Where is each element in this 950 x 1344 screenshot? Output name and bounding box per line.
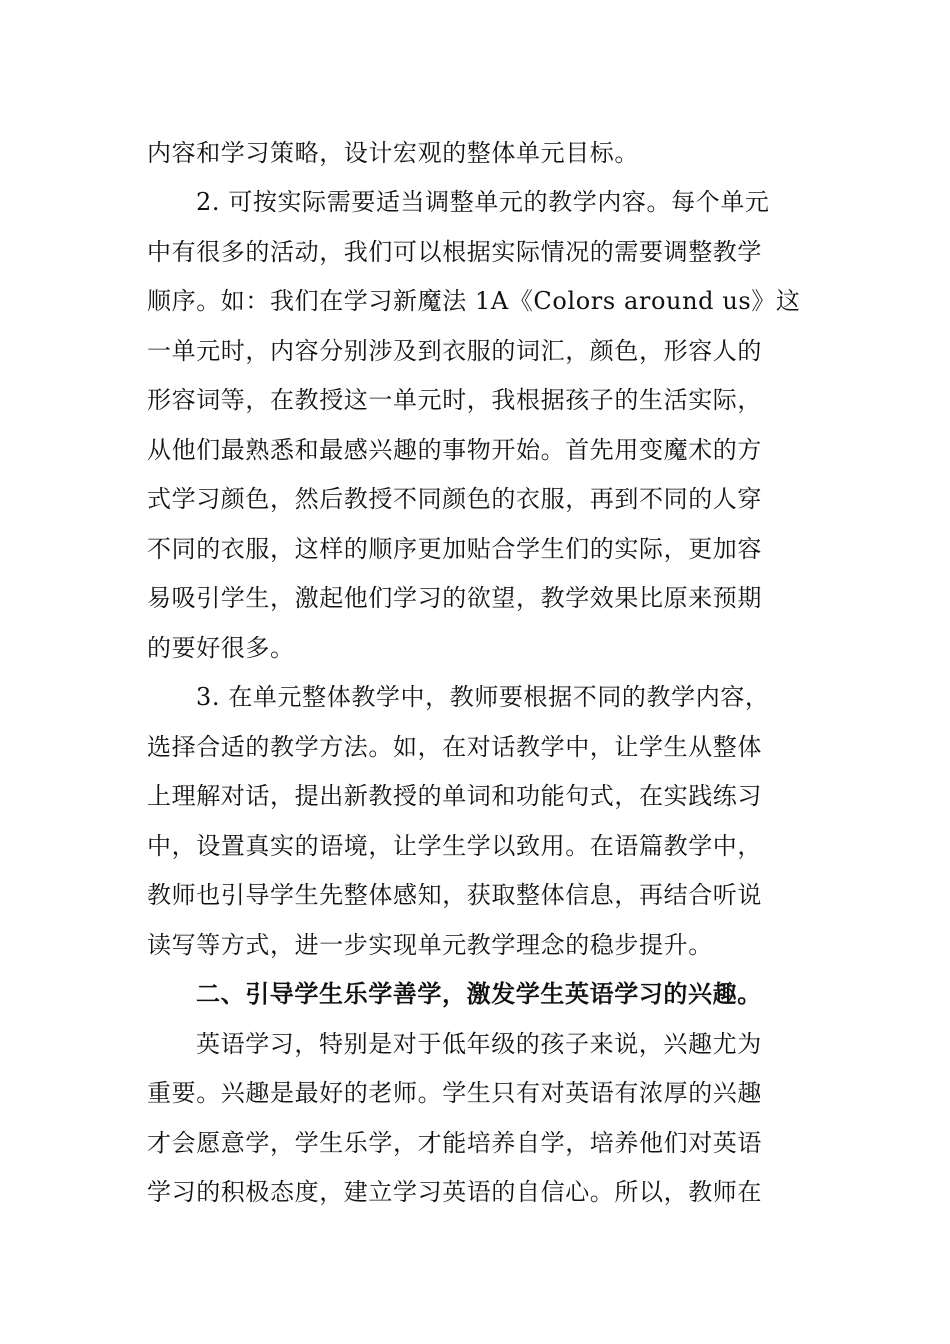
text-line: 内容和学习策略，设计宏观的整体单元目标。: [147, 139, 639, 167]
list-item-2-line: 2. 可按实际需要适当调整单元的教学内容。每个单元: [196, 188, 770, 216]
text-line: 不同的衣服，这样的顺序更加贴合学生们的实际，更加容: [147, 535, 762, 563]
text-line: 教师也引导学生先整体感知，获取整体信息，再结合听说: [147, 881, 762, 909]
text-line: 读写等方式，进一步实现单元教学理念的稳步提升。: [147, 931, 713, 959]
section-heading: 二、引导学生乐学善学，激发学生英语学习的兴趣。: [196, 979, 762, 1008]
text-line: 中，设置真实的语境，让学生学以致用。在语篇教学中，: [147, 832, 762, 860]
text-line: 学习的积极态度，建立学习英语的自信心。所以，教师在: [147, 1178, 762, 1206]
text-line: 顺序。如：我们在学习新魔法 1A《Colors around us》这: [147, 287, 801, 315]
text-line: 才会愿意学，学生乐学，才能培养自学，培养他们对英语: [147, 1129, 762, 1157]
text-line: 的要好很多。: [147, 634, 295, 662]
text-line: 易吸引学生，激起他们学习的欲望，教学效果比原来预期: [147, 584, 762, 612]
text-line: 从他们最熟悉和最感兴趣的事物开始。首先用变魔术的方: [147, 436, 762, 464]
text-line: 式学习颜色，然后教授不同颜色的衣服，再到不同的人穿: [147, 485, 762, 513]
text-line: 形容词等，在教授这一单元时，我根据孩子的生活实际，: [147, 386, 762, 414]
text-line: 中有很多的活动，我们可以根据实际情况的需要调整教学: [147, 238, 762, 266]
text-line: 选择合适的教学方法。如，在对话教学中，让学生从整体: [147, 733, 762, 761]
text-line: 上理解对话，提出新教授的单词和功能句式，在实践练习: [147, 782, 762, 810]
text-line: 重要。兴趣是最好的老师。学生只有对英语有浓厚的兴趣: [147, 1079, 762, 1107]
text-line: 一单元时，内容分别涉及到衣服的词汇，颜色，形容人的: [147, 337, 762, 365]
paragraph-first-line: 英语学习，特别是对于低年级的孩子来说，兴趣尤为: [196, 1030, 762, 1058]
list-item-3-line: 3. 在单元整体教学中，教师要根据不同的教学内容，: [196, 683, 770, 711]
